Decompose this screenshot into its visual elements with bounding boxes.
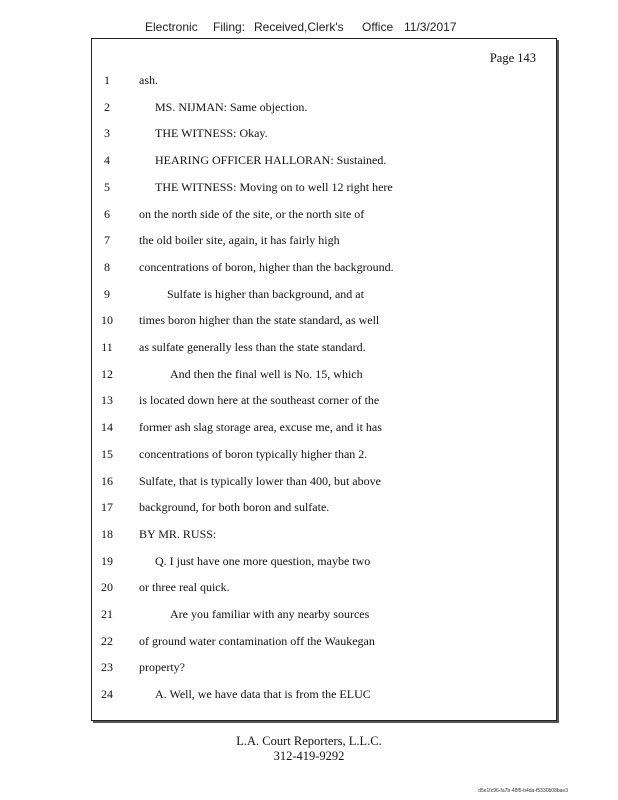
line-number: 3 <box>104 126 110 141</box>
transcript-line <box>92 260 556 278</box>
line-text: concentrations of boron typically higher than 2. <box>139 446 368 461</box>
transcript-line <box>92 474 556 492</box>
transcript-line <box>92 153 556 171</box>
line-text: or three real quick. <box>139 580 230 595</box>
line-number: 9 <box>104 286 110 301</box>
header-received: Received,Clerk's <box>254 20 344 34</box>
transcript-line <box>92 73 556 91</box>
line-text: property? <box>139 660 185 675</box>
transcript-line <box>92 100 556 118</box>
line-text: of ground water contamination off the Waukegan <box>139 633 375 648</box>
line-text: background, for both boron and sulfate. <box>139 500 330 515</box>
line-text: HEARING OFFICER HALLORAN: Sustained. <box>155 153 387 168</box>
line-text: concentrations of boron, higher than the background. <box>139 259 394 274</box>
line-number: 17 <box>101 500 113 515</box>
transcript-line <box>92 313 556 331</box>
transcript-line <box>92 340 556 358</box>
transcript-line <box>92 207 556 225</box>
transcript-line <box>92 607 556 625</box>
line-number: 15 <box>101 446 113 461</box>
transcript-line <box>92 367 556 385</box>
line-number: 13 <box>101 393 113 408</box>
line-number: 16 <box>101 473 113 488</box>
line-text: A. Well, we have data that is from the ELUC <box>155 687 371 702</box>
line-text: the old boiler site, again, it has fairly high <box>139 233 340 248</box>
line-text: is located down here at the southeast corner of the <box>139 393 380 408</box>
line-number: 21 <box>101 607 113 621</box>
line-number: 11 <box>101 340 113 354</box>
line-text: ash. <box>139 73 158 87</box>
transcript-line <box>92 233 556 251</box>
line-number: 12 <box>101 366 113 381</box>
transcript-line <box>92 660 556 678</box>
line-number: 5 <box>104 179 110 194</box>
line-text: THE WITNESS: Okay. <box>155 126 268 141</box>
header-electronic: Electronic <box>145 20 198 34</box>
transcript-line <box>92 500 556 518</box>
line-number: 19 <box>101 553 113 568</box>
line-text: on the north side of the site, or the north site of <box>139 206 365 221</box>
transcript-line <box>92 180 556 198</box>
line-number: 10 <box>101 313 113 328</box>
line-number: 7 <box>104 233 110 248</box>
transcript-line <box>92 687 556 705</box>
transcript-line <box>92 420 556 438</box>
transcript-line <box>92 580 556 598</box>
line-text: former ash slag storage area, excuse me, and it has <box>139 420 382 435</box>
transcript-line <box>92 287 556 305</box>
line-number: 14 <box>101 420 113 435</box>
line-text: And then the final well is No. 15, which <box>170 366 363 381</box>
document-hash: d5e1fc96-fa7b-48f5-b4da-f5330b08bae3 <box>478 788 568 794</box>
line-number: 23 <box>101 660 113 675</box>
line-text: MS. NIJMAN: Same objection. <box>155 99 308 114</box>
line-number: 1 <box>104 73 110 87</box>
page-number: Page 143 <box>489 51 536 65</box>
transcript-line <box>92 393 556 411</box>
transcript-page <box>91 38 557 721</box>
header-date: 11/3/2017 <box>404 20 457 34</box>
line-text: Are you familiar with any nearby sources <box>170 607 370 621</box>
header-office: Office <box>362 20 394 34</box>
line-text: THE WITNESS: Moving on to well 12 right here <box>155 179 393 194</box>
line-text: Q. I just have one more question, maybe two <box>155 553 371 568</box>
line-number: 22 <box>101 633 113 648</box>
line-number: 24 <box>101 687 113 702</box>
line-text: Sulfate, that is typically lower than 400, but above <box>139 473 381 488</box>
line-number: 2 <box>104 99 110 114</box>
footer-phone: 312-419-9292 <box>273 749 345 763</box>
line-number: 8 <box>104 259 110 274</box>
line-number: 18 <box>101 526 113 541</box>
footer-company: L.A. Court Reporters, L.L.C. <box>236 734 382 748</box>
line-text: Sulfate is higher than background, and at <box>167 286 364 301</box>
line-text: BY MR. RUSS: <box>139 526 217 541</box>
line-text: as sulfate generally less than the state standard. <box>139 340 366 354</box>
transcript-line <box>92 447 556 465</box>
line-number: 4 <box>104 153 110 168</box>
transcript-line <box>92 554 556 572</box>
line-number: 6 <box>104 206 110 221</box>
line-text: times boron higher than the state standard, as well <box>139 313 380 328</box>
header-filing: Filing: <box>213 20 246 34</box>
transcript-line <box>92 634 556 652</box>
filing-header <box>0 20 618 36</box>
transcript-line <box>92 527 556 545</box>
line-number: 20 <box>101 580 113 595</box>
transcript-line <box>92 126 556 144</box>
